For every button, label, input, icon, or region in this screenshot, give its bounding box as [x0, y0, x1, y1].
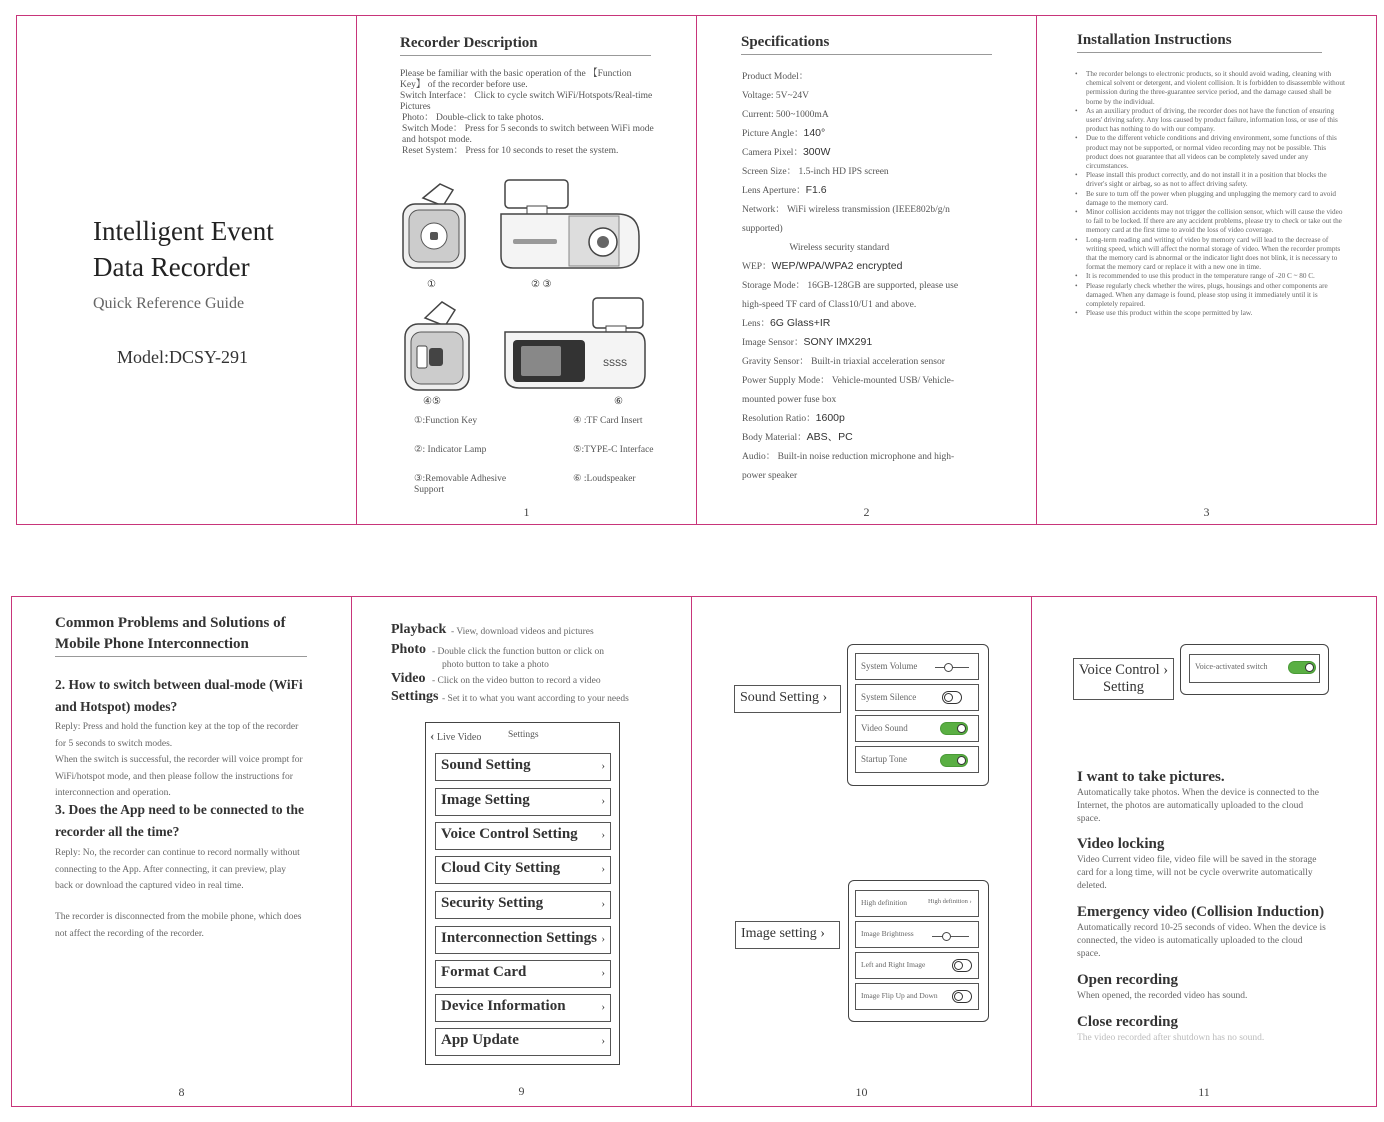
page-number: 11: [1198, 1085, 1210, 1099]
voice-switch-toggle[interactable]: [1288, 661, 1316, 674]
slider-knob: [942, 932, 951, 941]
voice-control-button[interactable]: [1073, 658, 1174, 700]
cover-title-line1: Intelligent Event: [93, 216, 274, 246]
spec-key: Wireless security standard: [742, 243, 890, 253]
voice-btn-line1: Voice Control ›: [1078, 662, 1169, 678]
photo-desc-2: photo button to take a photo: [442, 660, 549, 670]
flip-label: Image Flip Up and Down: [861, 991, 938, 1000]
slider-knob: [944, 663, 953, 672]
menu-item-format-card[interactable]: [435, 960, 611, 988]
menu-item-interconnection-settings[interactable]: [435, 926, 611, 954]
device-front-illustration: [395, 176, 475, 281]
chevron-right-icon: ›: [601, 795, 605, 807]
spec-value: ABS、PC: [806, 431, 853, 443]
spec-row: [742, 276, 987, 295]
spec-row: [742, 409, 987, 428]
legend-tf-card: ④ :TF Card Insert: [573, 416, 643, 426]
menu-item-label: Interconnection Settings: [441, 930, 597, 946]
spec-row: [742, 428, 987, 447]
page-10: [691, 596, 1032, 1107]
reply-3: Reply: No, the recorder can continue to record normally without connecting to the App. After connecting, it can preview, play back or download the captured video in real time.: [55, 848, 300, 891]
page-8: [11, 596, 352, 1107]
brightness-label: Image Brightness: [861, 929, 914, 938]
startup-tone-label: Startup Tone: [861, 754, 907, 764]
feature-open-recording: Open recording: [1077, 972, 1178, 988]
spec-row: [742, 162, 987, 181]
page-1: [356, 15, 697, 525]
volume-slider[interactable]: [935, 667, 969, 668]
spec-row: [742, 67, 987, 86]
photo-desc: - Double click the function button or click on: [432, 647, 605, 657]
spec-key: Camera Pixel：: [742, 148, 803, 158]
page-2: [696, 15, 1037, 525]
legend-indicator: ②: Indicator Lamp: [414, 445, 487, 455]
reply-3b: The recorder is disconnected from the mobile phone, which does not affect the recording of the recorder.: [55, 912, 302, 939]
spec-row: [742, 352, 987, 371]
spec-key: Product Model：: [742, 72, 809, 82]
video-sound-label: Video Sound: [861, 723, 908, 733]
image-brightness-row[interactable]: [855, 921, 979, 948]
legend-type-c: ⑤:TYPE-C Interface: [573, 445, 654, 455]
chevron-right-icon: ›: [601, 760, 605, 772]
spec-value: F1.6: [805, 184, 827, 196]
settings-desc: - Set it to what you want according to your needs: [442, 694, 629, 704]
image-flip-toggle[interactable]: [952, 990, 972, 1003]
spec-row: [742, 466, 987, 485]
menu-item-cloud-city-setting[interactable]: [435, 856, 611, 884]
menu-item-voice-control-setting[interactable]: [435, 822, 611, 850]
system-volume-label: System Volume: [861, 661, 918, 671]
cover-title-line2: Data Recorder: [93, 252, 250, 282]
spec-key: Network： WiFi wireless transmission (IEEE802b/g/n: [742, 205, 950, 215]
spec-value: WEP/WPA/WPA2 encrypted: [771, 260, 903, 272]
legend-adhesive: ③:Removable Adhesive Support: [414, 474, 507, 495]
spec-row: [742, 86, 987, 105]
legend-speaker: ⑥ :Loudspeaker: [573, 474, 636, 484]
page-number: 1: [523, 505, 530, 519]
chevron-right-icon: ›: [601, 1001, 605, 1013]
instruction-item: • Due to the different vehicle conditions and driving environment, some functions of this product may not be supported, or normal video recording may not be possible. This product does not guarantee that all videos can be completely saved under any circumstances.: [1075, 134, 1347, 171]
feature-video-locking-desc: Video Current video file, video file will be saved in the storage card for a long time, will not be cycle overwrite automatically deleted.: [1077, 855, 1317, 891]
spec-row: [742, 314, 987, 333]
playback-desc: - View, download videos and pictures: [451, 627, 594, 637]
screen-header: Settings: [508, 730, 539, 740]
spec-row: [742, 333, 987, 352]
voice-btn-line2: Setting: [1102, 679, 1145, 695]
menu-item-label: Security Setting: [441, 895, 544, 911]
label-2-3: ② ③: [531, 279, 552, 290]
label-1: ①: [427, 279, 436, 290]
spec-key: Power Supply Mode： Vehicle-mounted USB/ Vehicle-: [742, 376, 955, 386]
reset-text: Reset System： Press for 10 seconds to reset the system.: [402, 146, 619, 156]
menu-item-label: Image Setting: [441, 792, 530, 808]
cover-subtitle: Quick Reference Guide: [93, 295, 245, 312]
cover-model: Model:DCSY-291: [117, 347, 249, 367]
spec-key: Voltage: 5V~24V: [742, 91, 809, 101]
question-2a: 2. How to switch between dual-mode (WiFi: [55, 677, 303, 692]
page-number: 2: [863, 505, 870, 519]
feature-video-locking: Video locking: [1077, 836, 1165, 852]
instruction-item: • It is recommended to use this product in the temperature range of -20 C ~ 80 C.: [1075, 272, 1347, 281]
svg-text:ЅЅЅЅ: ЅЅЅЅ: [603, 358, 628, 368]
settings-screen: [425, 722, 620, 1065]
spec-key: Storage Mode： 16GB-128GB are supported, please use: [742, 281, 959, 291]
voice-switch-label: Voice-activated switch: [1195, 662, 1268, 671]
startup-tone-toggle[interactable]: [940, 754, 968, 767]
spec-key: power speaker: [742, 471, 798, 481]
reply-2: Reply: Press and hold the function key at the top of the recorder for 5 seconds to switch modes.: [55, 722, 299, 749]
switch-mode-text: Switch Mode： Press for 5 seconds to switch between WiFi mode and hotspot mode.: [402, 124, 654, 145]
spec-row: [742, 181, 987, 200]
spec-value: 140°: [803, 127, 826, 139]
menu-item-label: Format Card: [441, 964, 527, 980]
feature-take-pictures: I want to take pictures.: [1077, 769, 1225, 785]
playback-key: Playback: [391, 622, 447, 637]
cover-page: [16, 15, 357, 525]
spec-value: 1600p: [815, 412, 845, 424]
spec-key: Image Sensor：: [742, 338, 804, 348]
menu-item-device-information[interactable]: [435, 994, 611, 1022]
feature-emergency-video: Emergency video (Collision Induction): [1077, 904, 1325, 920]
video-desc: - Click on the video button to record a video: [432, 676, 601, 686]
hd-label: High definition: [861, 898, 908, 907]
spec-row: [742, 143, 987, 162]
spec-value: SONY IMX291: [803, 336, 873, 348]
instruction-item: • Please use this product within the scope permitted by law.: [1075, 309, 1347, 318]
spec-row: [742, 219, 987, 238]
menu-item-label: Sound Setting: [441, 757, 531, 773]
spec-row: [742, 238, 987, 257]
instruction-list: [1075, 70, 1347, 318]
page-number: 10: [855, 1085, 868, 1099]
page-11: [1031, 596, 1377, 1107]
spec-row: [742, 105, 987, 124]
video-key: Video: [391, 671, 426, 686]
spec-list: [742, 67, 987, 485]
spec-key: WEP：: [742, 262, 772, 272]
menu-item-image-setting[interactable]: [435, 788, 611, 816]
question-3b: recorder all the time?: [55, 824, 180, 839]
page-number: 8: [178, 1085, 185, 1099]
image-setting-button[interactable]: Image setting ›: [735, 921, 840, 949]
spec-row: [742, 200, 987, 219]
system-silence-label: System Silence: [861, 692, 917, 702]
instruction-item: • Please install this product correctly, and do not install it in a position that blocks the driver's sight or airbag, so as not to affect driving safety.: [1075, 171, 1347, 189]
feature-emergency-video-desc: Automatically record 10-25 seconds of video. When the device is connected, the video is automatically uploaded to the cloud space.: [1077, 923, 1326, 959]
chevron-right-icon: ›: [601, 898, 605, 910]
spec-key: Current: 500~1000mA: [742, 110, 829, 120]
feature-close-recording-desc: The video recorded after shutdown has no sound.: [1077, 1033, 1265, 1043]
spec-key: Body Material：: [742, 433, 807, 443]
page-3: [1036, 15, 1377, 525]
spec-key: high-speed TF card of Class10/U1 and above.: [742, 300, 917, 310]
spec-key: Picture Angle：: [742, 129, 804, 139]
chevron-right-icon: ›: [601, 967, 605, 979]
device-side-illustration: [499, 178, 644, 273]
spec-key: Audio： Built-in noise reduction microphone and high-: [742, 452, 955, 462]
menu-item-label: Voice Control Setting: [441, 826, 578, 842]
menu-item-label: Device Information: [441, 998, 566, 1014]
page-title-line1: Common Problems and Solutions of: [55, 615, 286, 631]
spec-value: 300W: [802, 146, 831, 158]
feature-take-pictures-desc: Automatically take photos. When the device is connected to the Internet, the photos are automatically uploaded to the cloud space.: [1077, 788, 1319, 824]
page-title-line2: Mobile Phone Interconnection: [55, 636, 307, 657]
spec-key: Lens：: [742, 319, 770, 329]
page-number: 3: [1203, 505, 1210, 519]
page-title: Specifications: [741, 34, 992, 55]
brightness-slider[interactable]: [932, 936, 969, 937]
chevron-right-icon: ›: [601, 933, 605, 945]
spec-value: 6G Glass+IR: [769, 317, 831, 329]
back-live-video[interactable]: [430, 728, 481, 744]
chevron-left-icon: ‹: [430, 728, 435, 743]
feature-open-recording-desc: When opened, the recorded video has sound.: [1077, 991, 1248, 1001]
instruction-item: • Be sure to turn off the power when plugging and unplugging the memory card to avoid damage to the memory card.: [1075, 190, 1347, 208]
feature-close-recording: Close recording: [1077, 1014, 1178, 1030]
menu-item-sound-setting[interactable]: [435, 753, 611, 781]
chevron-right-icon: ›: [601, 829, 605, 841]
chevron-right-icon: ›: [601, 1035, 605, 1047]
question-3a: 3. Does the App need to be connected to the: [55, 802, 304, 817]
menu-item-security-setting[interactable]: [435, 891, 611, 919]
left-right-toggle[interactable]: [952, 959, 972, 972]
chevron-right-icon: ›: [601, 863, 605, 875]
reply-2b: When the switch is successful, the recorder will voice prompt for WiFi/hotspot mode, and then please follow the instructions for interconnection and operation.: [55, 755, 303, 798]
instruction-item: • Long-term reading and writing of video by memory card will lead to the decrease of writing speed, which will affect the normal storage of video. When the recorder prompts that the memory card is abnormal or the indicator light does not blink, it is necessary to format the memory card or replace it with a new one in time.: [1075, 236, 1347, 273]
spec-row: [742, 371, 987, 390]
system-silence-toggle[interactable]: [942, 691, 962, 704]
spec-key: Gravity Sensor： Built-in triaxial acceleration sensor: [742, 357, 945, 367]
spec-key: Screen Size： 1.5-inch HD IPS screen: [742, 167, 889, 177]
page-title: Installation Instructions: [1077, 32, 1322, 53]
back-label: Live Video: [436, 732, 482, 743]
page-number-9: 9: [518, 1084, 525, 1098]
instruction-item: • Please regularly check whether the wires, plugs, housings and other components are damaged. When any damage is found, please stop using it immediately until it is completely repaired.: [1075, 282, 1347, 310]
lr-label: Left and Right Image: [861, 960, 926, 969]
spec-key: Lens Aperture：: [742, 186, 806, 196]
photo-text: Photo： Double-click to take photos.: [402, 113, 544, 123]
question-2b: and Hotspot) modes?: [55, 699, 178, 714]
switch-interface-text: Switch Interface： Click to cycle switch WiFi/Hotspots/Real-time Pictures: [400, 91, 653, 112]
legend-function-key: ①:Function Key: [414, 416, 478, 426]
spec-row: [742, 295, 987, 314]
menu-item-label: Cloud City Setting: [441, 860, 561, 876]
spec-key: supported): [742, 224, 783, 234]
instruction-item: • As an auxiliary product of driving, the recorder does not have the function of ensuring users' driving safety. Any loss caused by product failure, information loss, or use of this product has nothing to do with our company.: [1075, 107, 1347, 135]
instruction-item: • Minor collision accidents may not trigger the collision sensor, which will cause the video to fail to be locked. If there are any accident problems, please try to check or take out the memory card at the first time to avoid the loss of video coverage.: [1075, 208, 1347, 236]
menu-item-label: App Update: [441, 1032, 519, 1048]
spec-key: mounted power fuse box: [742, 395, 837, 405]
video-sound-toggle[interactable]: [940, 722, 968, 735]
device-back-illustration: [397, 296, 477, 398]
hd-value[interactable]: High definition ›: [928, 898, 972, 905]
spec-row: [742, 257, 987, 276]
intro-text: Please be familiar with the basic operation of the 【Function Key】 of the recorder before use.: [400, 69, 632, 90]
menu-item-app-update[interactable]: [435, 1028, 611, 1056]
spec-row: [742, 124, 987, 143]
spec-key: Resolution Ratio：: [742, 414, 816, 424]
spec-row: [742, 447, 987, 466]
settings-key: Settings: [391, 689, 439, 704]
instruction-item: • The recorder belongs to electronic products, so it should avoid wading, cleaning with chemical solvent or detergent, and violent collision. It is forbidden to disassemble without permission during the three-guarantee service period, and the damage caused shall be borne by the individual.: [1075, 70, 1347, 107]
sound-setting-button[interactable]: Sound Setting ›: [734, 685, 841, 713]
label-4-5: ④⑤: [423, 396, 441, 407]
label-6: ⑥: [614, 396, 623, 407]
photo-key: Photo: [391, 642, 426, 657]
spec-row: [742, 390, 987, 409]
page-title: Recorder Description: [400, 35, 651, 56]
device-screen-illustration: [503, 296, 648, 394]
